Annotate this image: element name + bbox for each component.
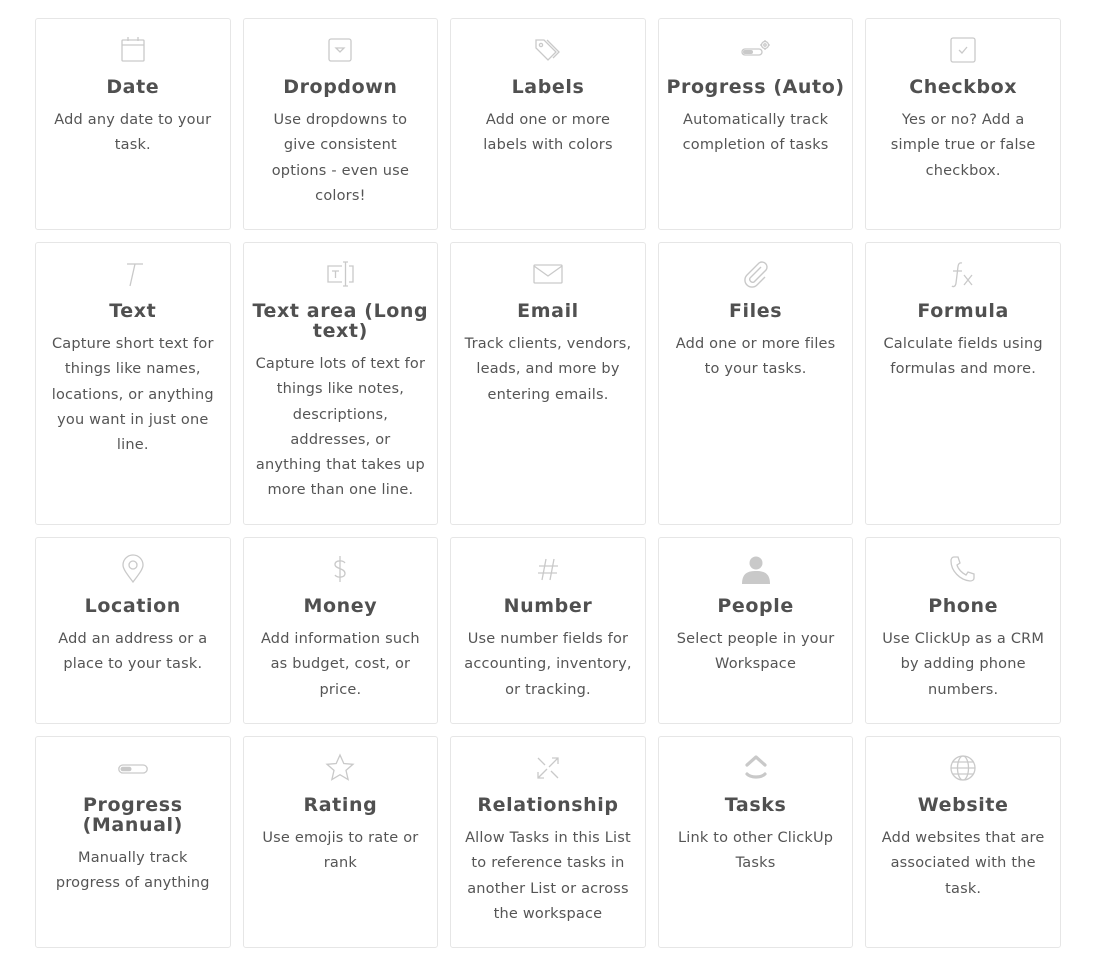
formula-icon [948, 259, 978, 289]
field-description: Add websites that are associated with the task. [881, 830, 1045, 897]
progress-auto-icon [741, 35, 771, 65]
field-description: Automatically track completion of tasks [682, 112, 829, 154]
field-card-text-area[interactable] [243, 242, 439, 525]
field-card-phone[interactable] [865, 537, 1061, 724]
location-pin-icon [118, 554, 148, 584]
envelope-icon [533, 259, 563, 289]
field-title: Labels [511, 76, 585, 98]
field-description: Add one or more labels with colors [483, 112, 613, 154]
field-description: Manually track progress of anything [55, 850, 210, 892]
field-description: Add an address or a place to your task. [58, 631, 208, 673]
tag-icon [533, 35, 563, 65]
field-card-money[interactable] [243, 537, 439, 724]
field-card-number[interactable] [450, 537, 646, 724]
checkbox-icon [948, 35, 978, 65]
field-card-formula[interactable] [865, 242, 1061, 525]
field-title: Money [303, 595, 378, 617]
field-description: Track clients, vendors, leads, and more by entering emails. [464, 336, 632, 403]
field-title: Progress (Manual) [82, 794, 183, 836]
star-icon [325, 753, 355, 783]
text-area-icon [325, 259, 355, 289]
clickup-logo-icon [741, 753, 771, 783]
person-icon [741, 554, 771, 584]
field-description: Add information such as budget, cost, or price. [260, 631, 420, 698]
field-description: Allow Tasks in this List to reference tasks in another List or across the workspace [465, 830, 631, 922]
field-card-relationship[interactable] [450, 736, 646, 948]
field-description: Capture short text for things like names, locations, or anything you want in just one line. [51, 336, 214, 454]
field-description: Add any date to your task. [54, 112, 212, 154]
field-title: Files [728, 300, 783, 322]
field-title: Tasks [724, 794, 787, 816]
field-card-email[interactable] [450, 242, 646, 525]
progress-manual-icon [118, 753, 148, 783]
field-description: Calculate fields using formulas and more. [883, 336, 1043, 378]
globe-icon [948, 753, 978, 783]
field-card-progress-auto[interactable] [658, 18, 854, 230]
field-card-dropdown[interactable] [243, 18, 439, 230]
field-description: Use number fields for accounting, inventory, or tracking. [464, 631, 632, 698]
field-card-rating[interactable] [243, 736, 439, 948]
field-title: Phone [928, 595, 999, 617]
field-row [35, 736, 1061, 948]
field-title: People [717, 595, 794, 617]
text-icon [118, 259, 148, 289]
hash-icon [533, 554, 563, 584]
field-row [35, 242, 1061, 525]
field-card-progress-manual[interactable] [35, 736, 231, 948]
field-title: Date [106, 76, 160, 98]
field-title: Rating [303, 794, 378, 816]
field-title: Dropdown [283, 76, 398, 98]
field-description: Use dropdowns to give consistent options - even use colors! [271, 112, 410, 204]
field-card-text[interactable] [35, 242, 231, 525]
field-title: Location [84, 595, 181, 617]
field-title: Relationship [477, 794, 619, 816]
field-card-labels[interactable] [450, 18, 646, 230]
phone-icon [948, 554, 978, 584]
field-card-date[interactable] [35, 18, 231, 230]
field-title: Text [109, 300, 157, 322]
field-row [35, 18, 1061, 230]
custom-field-type-grid [35, 18, 1061, 960]
field-row [35, 537, 1061, 724]
field-card-website[interactable] [865, 736, 1061, 948]
field-description: Use emojis to rate or rank [262, 830, 419, 872]
field-description: Add one or more files to your tasks. [675, 336, 836, 378]
field-description: Capture lots of text for things like notes, descriptions, addresses, or anything that takes up more than one line. [255, 356, 426, 499]
paperclip-icon [741, 259, 771, 289]
field-card-tasks[interactable] [658, 736, 854, 948]
field-description: Use ClickUp as a CRM by adding phone numbers. [882, 631, 1045, 698]
field-title: Number [503, 595, 593, 617]
field-card-location[interactable] [35, 537, 231, 724]
field-title: Email [517, 300, 579, 322]
field-title: Progress (Auto) [666, 76, 845, 98]
calendar-icon [118, 35, 148, 65]
field-title: Formula [917, 300, 1009, 322]
field-description: Yes or no? Add a simple true or false checkbox. [890, 112, 1036, 179]
relationship-arrows-icon [533, 753, 563, 783]
field-title: Website [917, 794, 1009, 816]
field-description: Select people in your Workspace [676, 631, 835, 673]
dollar-icon [325, 554, 355, 584]
field-card-people[interactable] [658, 537, 854, 724]
field-title: Text area (Long text) [252, 300, 429, 342]
field-description: Link to other ClickUp Tasks [677, 830, 834, 872]
field-card-checkbox[interactable] [865, 18, 1061, 230]
dropdown-icon [325, 35, 355, 65]
field-card-files[interactable] [658, 242, 854, 525]
field-title: Checkbox [909, 76, 1018, 98]
